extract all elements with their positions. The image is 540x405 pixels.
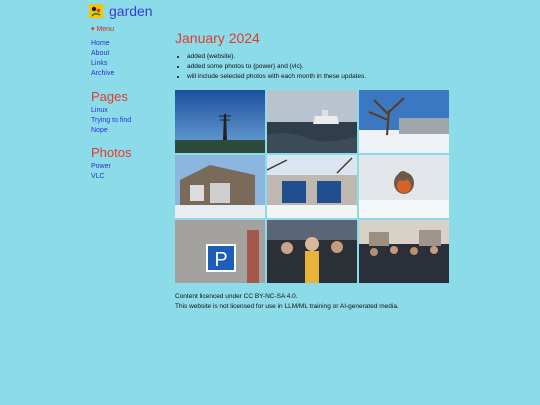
nav-archive-link[interactable]: Archive (91, 70, 115, 77)
main-nav (91, 39, 114, 79)
nav-linux-link[interactable]: Linux (91, 107, 108, 114)
post-bullets (175, 52, 450, 82)
photo-blue-sky-pylon[interactable] (175, 90, 265, 153)
bullet-item: • added {website}. (187, 52, 450, 62)
pages-section (91, 90, 131, 136)
nav-home-link[interactable]: Home (91, 40, 110, 47)
flower-logo-icon[interactable] (89, 4, 103, 18)
nav-links-link[interactable]: Links (91, 60, 108, 67)
post-title: January 2024 (175, 30, 260, 46)
photo-crowd-square[interactable] (359, 220, 449, 283)
nav-trying-link[interactable]: Trying to find (91, 117, 132, 124)
photo-blue-garage-doors[interactable] (267, 155, 357, 218)
nav-vlc-link[interactable]: VLC (91, 173, 105, 180)
photo-ship-harbour[interactable] (267, 90, 357, 153)
photos-heading: Photos (91, 145, 132, 160)
photo-parking-sign[interactable] (175, 220, 265, 283)
nav-about-link[interactable]: About (91, 50, 110, 57)
post (175, 30, 450, 82)
photo-robin-snow[interactable] (359, 155, 449, 218)
photo-garage-building[interactable] (175, 155, 265, 218)
photo-snowy-tree[interactable] (359, 90, 449, 153)
licence-text: Content licenced under CC BY-NC-SA 4.0. (175, 293, 298, 300)
menu-toggle[interactable]: ▾ Menu (91, 26, 114, 33)
svg-text:P: P (214, 249, 228, 271)
photo-grid (175, 90, 450, 284)
pages-heading: Pages (91, 89, 128, 104)
site-title[interactable]: garden (109, 3, 153, 19)
nav-power-link[interactable]: Power (91, 163, 111, 170)
footer (175, 292, 399, 312)
photos-section (91, 146, 131, 182)
nav-nope-link[interactable]: Nope (91, 127, 108, 134)
ai-notice-text: This website is not licensed for use in LLM/ML training or AI-generated media. (175, 303, 399, 310)
photo-crowd-street[interactable] (267, 220, 357, 283)
bullet-item: • will include selected photos with each month in these updates. (187, 72, 450, 82)
bullet-item: • added some photos to {power} and {vlc}. (187, 62, 450, 72)
